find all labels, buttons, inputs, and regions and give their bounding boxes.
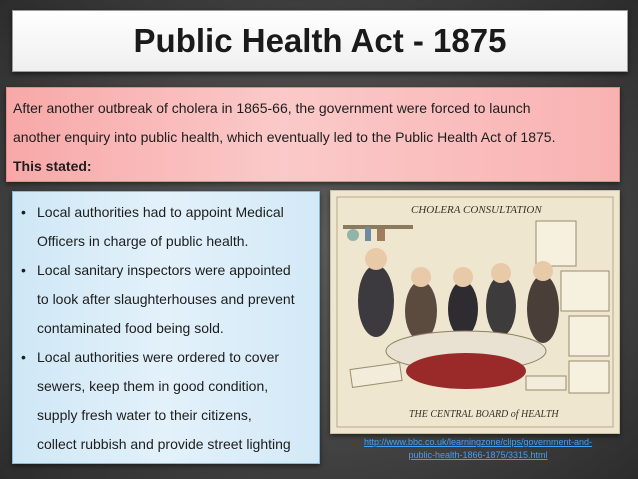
slide-title: Public Health Act - 1875	[133, 22, 507, 59]
bullet-dot-icon: •	[21, 204, 26, 220]
bullets-box	[12, 191, 320, 464]
bullet-item	[19, 343, 313, 459]
bullet-line: Local authorities were ordered to cover	[37, 349, 280, 365]
bullet-line: Local authorities had to appoint Medical	[37, 204, 284, 220]
bullet-line: supply fresh water to their citizens,	[37, 407, 252, 423]
bullet-line: to look after slaughterhouses and prevent	[37, 291, 295, 307]
cholera-cartoon-image	[330, 190, 620, 434]
bullet-line: Officers in charge of public health.	[37, 233, 249, 249]
intro-box	[6, 87, 620, 182]
bullet-line: Local sanitary inspectors were appointed	[37, 262, 291, 278]
bullet-item	[19, 256, 313, 343]
bullet-list	[19, 198, 313, 459]
source-link[interactable]	[332, 436, 624, 462]
bullet-dot-icon: •	[21, 262, 26, 278]
bullet-item	[19, 198, 313, 256]
intro-line-3: This stated:	[13, 158, 92, 174]
cartoon-top-caption: CHOLERA CONSULTATION	[411, 204, 542, 216]
source-link-line-2[interactable]: public-health-1866-1875/3315.html	[408, 450, 548, 460]
bullet-line: contaminated food being sold.	[37, 320, 224, 336]
cartoon-bottom-caption: THE CENTRAL BOARD of HEALTH	[409, 409, 559, 420]
bullet-line: collect rubbish and provide street lighting	[37, 436, 291, 452]
bullet-dot-icon: •	[21, 349, 26, 365]
bullet-line: sewers, keep them in good condition,	[37, 378, 269, 394]
source-link-line-1[interactable]: http://www.bbc.co.uk/learningzone/clips/government-and-	[363, 437, 593, 447]
intro-line-1: After another outbreak of cholera in 1865-66, the government were forced to launch	[13, 100, 531, 116]
title-box	[12, 10, 628, 72]
intro-line-2: another enquiry into public health, which eventually led to the Public Health Act of 1875.	[13, 129, 556, 145]
